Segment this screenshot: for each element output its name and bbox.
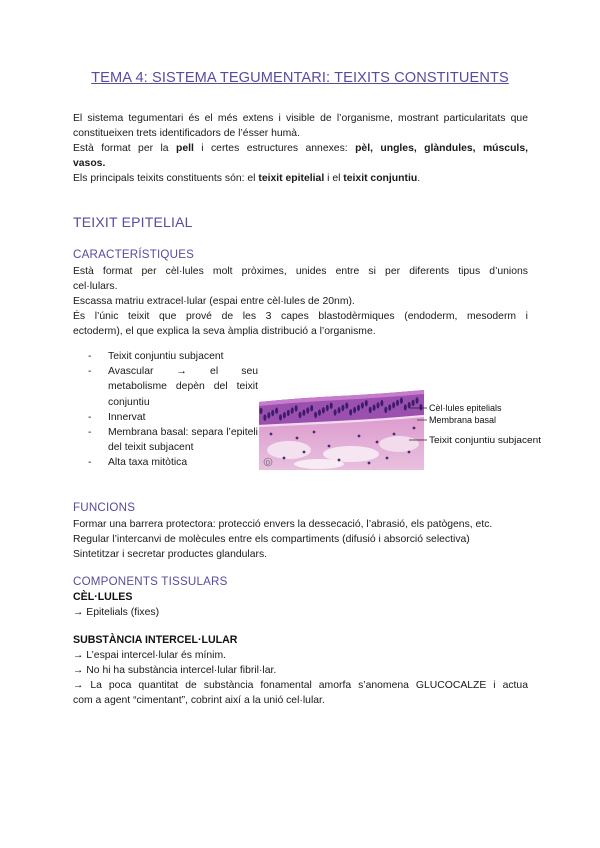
funcions-line-2: Regular l’intercanvi de molècules entre els compartiments (difusió i absorció selectiva) bbox=[73, 534, 470, 545]
connective-nucleus bbox=[313, 431, 316, 434]
epithelial-nucleus bbox=[341, 405, 344, 411]
intro-line-3 bbox=[73, 141, 528, 156]
list-item-text: Avascular → el seu metabolisme depèn del teixit conjuntiu bbox=[108, 366, 258, 408]
bullet-dash: - bbox=[88, 427, 92, 439]
connective-nucleus bbox=[368, 462, 371, 465]
cells-item: → Epitelials (fixes) bbox=[73, 607, 160, 618]
bullet-dash: - bbox=[88, 366, 92, 378]
epithelial-nucleus bbox=[353, 407, 356, 413]
caract-line-4: És l’únic teixit que prové de les 3 capes blastodèrmiques (endoderm, mesoderm i bbox=[73, 311, 528, 322]
bullet-dash: - bbox=[88, 351, 92, 362]
characteristics-list bbox=[88, 349, 258, 471]
intro-line-2: constitueixen trets identificadors de l’ésser humà. bbox=[73, 128, 300, 139]
list-item bbox=[88, 349, 258, 364]
intro-bold-annexes: pèl, ungles, glàndules, músculs, bbox=[355, 143, 528, 154]
label-cell-epitelials: Cèl·lules epitelials bbox=[429, 403, 502, 413]
funcions-line-3: Sintetitzar i secretar productes glandulars. bbox=[73, 549, 268, 560]
list-item-text: Teixit conjuntiu subjacent bbox=[108, 351, 224, 362]
list-item-text: Membrana basal: separa l’epiteli del teixit subjacent bbox=[108, 427, 258, 454]
epithelial-nucleus bbox=[400, 397, 403, 403]
intro-bold-epitelial: teixit epitelial bbox=[258, 173, 325, 184]
substance-line-2: → No hi ha substància intercel·lular fibril·lar. bbox=[73, 665, 277, 676]
epithelial-nucleus bbox=[404, 404, 407, 410]
epithelial-nucleus bbox=[357, 405, 360, 411]
epithelial-nucleus bbox=[365, 400, 368, 406]
substance-line-3: → La poca quantitat de substància fonamental amorfa s’anomena GLUCOCALZE i actua bbox=[73, 680, 528, 691]
epithelial-nucleus bbox=[318, 409, 321, 415]
epithelial-nucleus bbox=[416, 397, 419, 403]
epithelial-nucleus bbox=[314, 412, 317, 418]
connective-nucleus bbox=[296, 437, 299, 440]
caract-line-1: Està format per cèl·lules molt pròximes, unides entre si per diferents tipus d’unions bbox=[73, 266, 528, 277]
epithelial-nucleus bbox=[384, 407, 387, 413]
epithelial-nucleus bbox=[361, 402, 364, 408]
epithelial-nucleus bbox=[380, 400, 383, 406]
epithelial-nucleus bbox=[334, 409, 337, 415]
connective-nucleus bbox=[270, 433, 273, 436]
epithelial-nucleus bbox=[291, 407, 294, 413]
connective-nucleus bbox=[358, 435, 361, 438]
epithelial-nucleus bbox=[310, 405, 313, 411]
connective-space bbox=[294, 459, 344, 469]
epithelial-nucleus bbox=[392, 402, 395, 408]
epithelial-nucleus bbox=[396, 400, 399, 406]
connective-nucleus bbox=[413, 427, 416, 430]
caract-line-3: Escassa matriu extracel·lular (espai entre cèl·lules de 20nm). bbox=[73, 296, 355, 307]
epithelial-nucleus bbox=[330, 403, 333, 409]
figure-badge: D bbox=[266, 460, 270, 467]
intro-text: i certes estructures annexes: bbox=[193, 143, 356, 154]
list-item-text: Innervat bbox=[108, 411, 146, 423]
page-title: TEMA 4: SISTEMA TEGUMENTARI: TEIXITS CONSTITUENTS bbox=[91, 70, 509, 86]
intro-bold-conjuntiu: teixit conjuntiu bbox=[343, 173, 418, 184]
epithelial-nucleus bbox=[263, 414, 266, 420]
epithelial-nucleus bbox=[373, 404, 376, 410]
connective-nucleus bbox=[408, 451, 411, 454]
epithelial-nucleus bbox=[299, 412, 302, 418]
epithelial-nucleus bbox=[345, 402, 348, 408]
intro-text: Els principals teixits constituents són: el bbox=[73, 173, 259, 184]
epithelium-histology-figure bbox=[259, 368, 542, 472]
epithelial-nucleus bbox=[287, 410, 290, 416]
connective-nucleus bbox=[393, 433, 396, 436]
caract-line-2: cel·lulars. bbox=[73, 281, 118, 292]
epithelial-nucleus bbox=[260, 408, 263, 414]
epithelial-nucleus bbox=[283, 412, 286, 418]
epithelial-nucleus bbox=[338, 407, 341, 413]
list-item bbox=[88, 455, 258, 470]
connective-nucleus bbox=[338, 459, 341, 462]
epithelial-nucleus bbox=[412, 400, 415, 406]
intro-line-4 bbox=[73, 156, 528, 171]
list-item bbox=[88, 425, 258, 455]
connective-nucleus bbox=[328, 445, 331, 448]
connective-nucleus bbox=[303, 451, 306, 454]
connective-space bbox=[323, 446, 379, 462]
substance-heading: SUBSTÀNCIA INTERCEL·LULAR bbox=[73, 634, 238, 646]
epithelial-nucleus bbox=[267, 412, 270, 418]
intro-line-1: El sistema tegumentari és el més extens i visible de l’organisme, mostrant particularitats que bbox=[73, 113, 528, 124]
bullet-dash: - bbox=[88, 457, 92, 469]
epithelial-nucleus bbox=[322, 407, 325, 413]
intro-line-5 bbox=[73, 171, 528, 186]
section-heading-epitelial: TEIXIT EPITELIAL bbox=[73, 214, 193, 230]
connective-space bbox=[379, 436, 419, 452]
list-item-text: Alta taxa mitòtica bbox=[108, 457, 188, 469]
epithelial-nucleus bbox=[295, 405, 298, 411]
epithelial-nucleus bbox=[377, 402, 380, 408]
cells-heading: CÈL·LULES bbox=[73, 591, 133, 603]
intro-bold-vasos: vasos. bbox=[73, 158, 106, 169]
epithelial-nucleus bbox=[369, 407, 372, 413]
epithelial-nucleus bbox=[408, 402, 411, 408]
subheading-components: COMPONENTS TISSULARS bbox=[73, 575, 228, 588]
caract-line-5: ectoderm), el que explica la seva àmplia distribució a l’organisme. bbox=[73, 326, 376, 337]
connective-nucleus bbox=[376, 441, 379, 444]
intro-text: i el bbox=[324, 173, 344, 184]
epithelial-nucleus bbox=[349, 409, 352, 415]
substance-line-1: → L’espai intercel·lular és mínim. bbox=[73, 650, 227, 661]
label-teixit-conjuntiu: Teixit conjuntiu subjacent bbox=[429, 435, 542, 445]
connective-nucleus bbox=[283, 457, 286, 460]
connective-space bbox=[267, 441, 311, 459]
intro-text: Està format per la bbox=[73, 143, 176, 154]
epithelial-nucleus bbox=[419, 404, 422, 410]
subheading-funcions: FUNCIONS bbox=[73, 501, 136, 514]
list-item bbox=[88, 410, 258, 425]
intro-text: . bbox=[417, 173, 421, 184]
label-membrana-basal: Membrana basal bbox=[429, 415, 497, 425]
epithelial-nucleus bbox=[306, 407, 309, 413]
connective-nucleus bbox=[386, 457, 389, 460]
bullet-dash: - bbox=[88, 411, 92, 423]
epithelial-nucleus bbox=[326, 405, 329, 411]
epithelial-nucleus bbox=[388, 404, 391, 410]
list-item bbox=[88, 364, 258, 410]
epithelial-nucleus bbox=[279, 414, 282, 420]
subheading-caracteristiques: CARACTERÍSTIQUES bbox=[73, 248, 195, 261]
epithelial-nucleus bbox=[275, 408, 278, 414]
substance-line-4: com a agent “cimentant”, cobrint així a la unió cel·lular. bbox=[73, 695, 325, 706]
epithelial-nucleus bbox=[271, 410, 274, 416]
intro-bold-pell: pell bbox=[175, 143, 194, 154]
funcions-line-1: Formar una barrera protectora: protecció envers la dessecació, l’abrasió, els patògens, etc. bbox=[73, 519, 493, 530]
epithelial-nucleus bbox=[302, 410, 305, 416]
